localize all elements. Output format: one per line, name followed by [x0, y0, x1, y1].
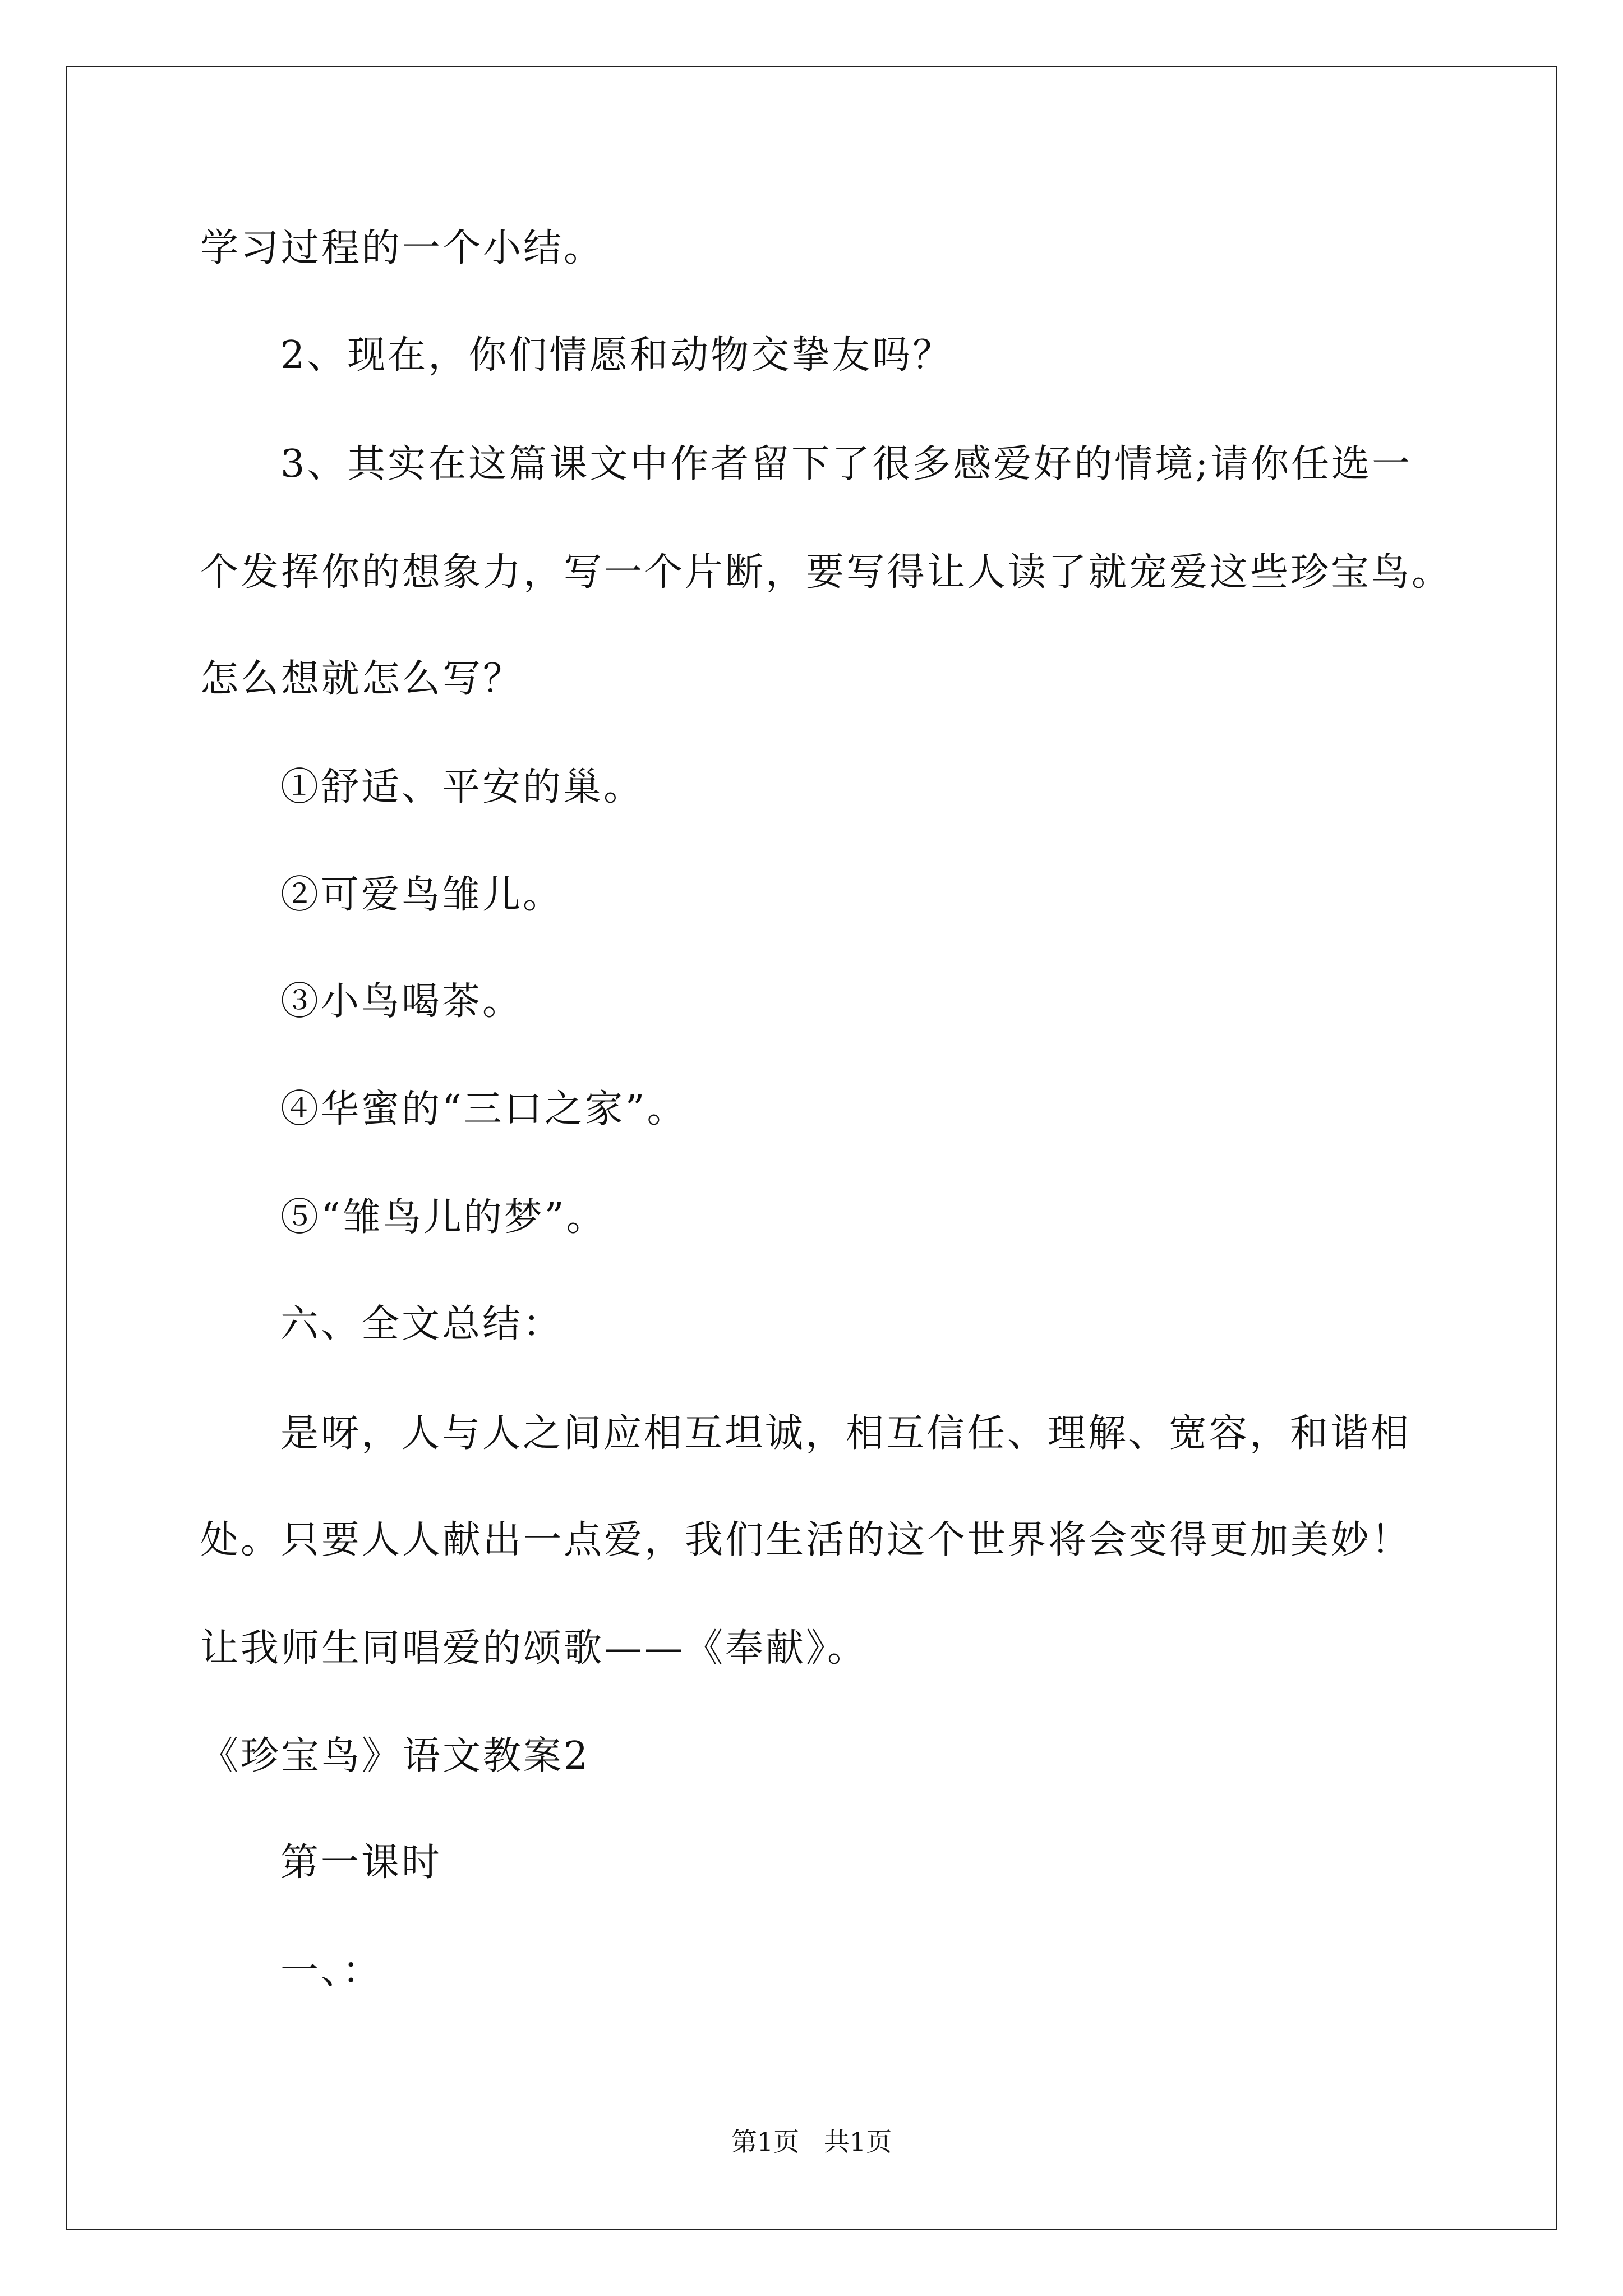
list-item: ①舒适、平安的巢。: [280, 765, 644, 809]
paragraph-line: 学习过程的一个小结。: [200, 226, 605, 270]
list-item: ④华蜜的“三口之家”。: [280, 1087, 688, 1131]
paragraph-line: 让我师生同唱爱的颂歌——《奉献》。: [200, 1626, 868, 1671]
section-heading: 一、：: [280, 1949, 383, 1993]
paragraph-line: 怎么想就怎么写？: [200, 657, 524, 701]
paragraph-line: 个发挥你的想象力，写一个片断，要写得让人读了就宠爱这些珍宝鸟。: [200, 550, 1453, 595]
list-item: ③小鸟喝茶。: [280, 979, 523, 1024]
list-item: ②可爱鸟雏儿。: [280, 873, 564, 917]
paragraph-line: 3、其实在这篇课文中作者留下了很多感爱好的情境;请你任选一: [280, 442, 1413, 486]
lesson-heading: 第一课时: [280, 1841, 442, 1885]
paragraph-line: 处。只要人人献出一点爱，我们生活的这个世界将会变得更加美妙！: [200, 1518, 1412, 1562]
page-border: [66, 66, 1557, 2230]
section-heading: 六、全文总结：: [280, 1302, 564, 1346]
list-item: ⑤“雏鸟儿的梦”。: [280, 1195, 607, 1240]
paragraph-line: 是呀，人与人之间应相互坦诚，相互信任、理解、宽容，和谐相: [280, 1411, 1412, 1456]
page-footer: 第1页 共1页: [731, 2127, 892, 2157]
paragraph-line: 2、现在，你们情愿和动物交挚友吗？: [280, 333, 953, 378]
document-title: 《珍宝鸟》语文教案2: [200, 1734, 591, 1778]
